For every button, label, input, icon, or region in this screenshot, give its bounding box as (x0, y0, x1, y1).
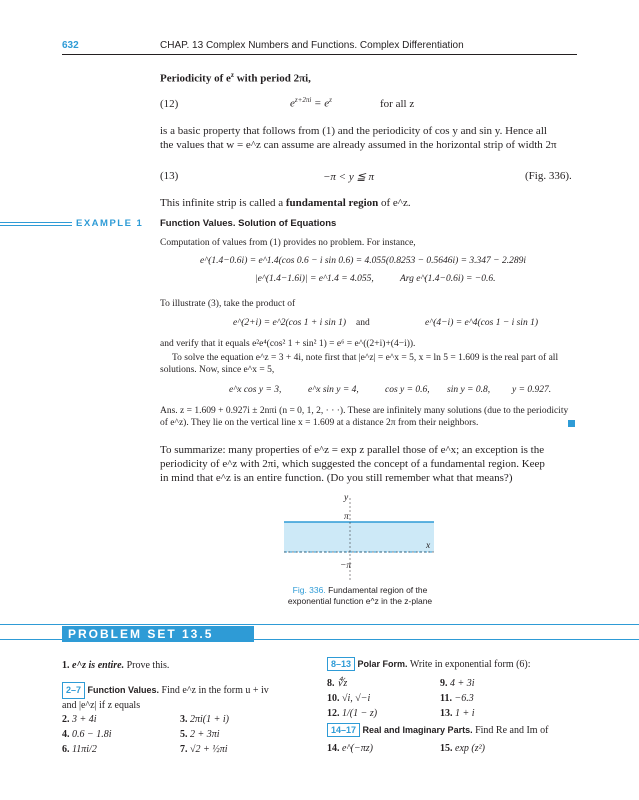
header-rule (62, 54, 577, 55)
problem-6: 6. 11πi/2 (62, 744, 97, 755)
problems-mid-column (180, 712, 229, 757)
example-illustrate: To illustrate (3), take the product of (160, 299, 296, 309)
example-label: EXAMPLE 1 (76, 218, 144, 229)
eq12: $e^{z+2\pi i} = e^z$ (290, 96, 332, 110)
fundamental-strip (284, 522, 434, 552)
figure-x-label: x (426, 541, 431, 551)
problems-right-column-1 (327, 676, 587, 721)
problems-14-17-intro: 14–17 Real and Imaginary Parts. Find Re and Im of (327, 723, 548, 737)
example-and: and (356, 318, 370, 328)
problem-5: 5. 2 + 3πi (180, 729, 220, 740)
example-eq-2: e^x sin y = 4, (308, 385, 359, 395)
problem-row-12-13: 12. 1/(1 − z) 13. 1 + i (327, 708, 475, 719)
figure-336 (280, 490, 440, 585)
example-eq-3: cos y = 0.6, (385, 385, 430, 395)
paragraph-2: This infinite strip is called a fundamental region of e^z. (160, 197, 411, 209)
example-calc-2b: Arg e^(1.4−0.6i) = −0.6. (400, 274, 496, 284)
problem-set-title: PROBLEM SET 13.5 (62, 626, 254, 642)
example-verify: and verify that it equals e²e⁴(cos² 1 + sin² 1) = e⁶ = e^((2+i)+(4−i)). (160, 339, 416, 349)
figure-neg-pi-label: −π (340, 561, 352, 571)
summary-paragraph: To summarize: many properties of e^z = exp z parallel those of e^x; an exception is the periodicity of e^z with 2πi, which suggested the concept of a fundamental region. Keep in mind that e^z is an entire function. (Do you still remember what that means?) (160, 444, 545, 484)
page-number: 632 (62, 40, 79, 51)
example-rule (0, 222, 72, 226)
eq13-number: (13) (160, 170, 179, 182)
example-intro: Computation of values from (1) provides no problem. For instance, (160, 238, 416, 248)
problems-2-7-intro: 2–7 Function Values. Find e^z in the form u + iv and |e^z| if z equals (62, 682, 302, 712)
problem-row-14-15: 14. e^(−πz) 15. exp (z²) (327, 743, 485, 754)
example-solve-1: To solve the equation e^z = 3 + 4i, note first that |e^z| = e^x = 5, x = ln 5 = 1.609 is the real part of all (172, 353, 559, 363)
problem-row-10-11: 10. √i, √−i 11. −6.3 (327, 693, 474, 704)
problem-1: 1. e^z is entire. Prove this. (62, 660, 170, 671)
example-calc-2a: |e^(1.4−1.6i)| = e^1.4 = 4.055, (255, 274, 374, 284)
problem-7: 7. √2 + ½πi (180, 744, 228, 755)
example-eq-5: y = 0.927. (512, 385, 552, 395)
eq12-condition: for all z (380, 98, 415, 110)
eq12-number: (12) (160, 98, 179, 110)
problem-4: 4. 0.6 − 1.8i (62, 729, 112, 740)
example-calc-1: e^(1.4−0.6i) = e^1.4(cos 0.6 − i sin 0.6) = 4.055(0.8253 − 0.5646i) = 3.347 − 2.289i (200, 256, 526, 266)
figure-caption: Fig. 336. Fundamental region of the exponential function e^z in the z-plane (287, 585, 433, 606)
example-answer-2: of e^z). They lie on the vertical line x = 1.609 at a distance 2π from their neighbors. (160, 418, 479, 428)
example-title: Function Values. Solution of Equations (160, 218, 337, 229)
end-of-example-marker (568, 420, 575, 427)
problem-2: 2. 3 + 4i (62, 714, 97, 725)
chapter-title: CHAP. 13 Complex Numbers and Functions. Complex Differentiation (160, 40, 464, 51)
example-product-2: e^(4−i) = e^4(cos 1 − i sin 1) (425, 318, 538, 328)
eq13-ref: (Fig. 336). (525, 170, 572, 182)
section-heading: Periodicity of $e^z$ with period 2πi, (160, 71, 311, 85)
problem-3: 3. 2πi(1 + i) (180, 714, 229, 725)
problems-left-column (62, 712, 112, 757)
figure-pi-label: π (344, 512, 349, 522)
problems-8-13-intro: 8–13 Polar Form. Write in exponential form (6): (327, 657, 531, 671)
eq13: −π < y ≦ π (323, 171, 374, 183)
example-eq-1: e^x cos y = 3, (229, 385, 282, 395)
problem-row-8-9: 8. ∜z 9. 4 + 3i (327, 678, 475, 689)
example-product-1: e^(2+i) = e^2(cos 1 + i sin 1) (233, 318, 346, 328)
example-answer-1: Ans. z = 1.609 + 0.927i ± 2nπi (n = 0, 1, 2, · · ·). These are infinitely many solutions (due to the periodicity (160, 406, 569, 416)
paragraph-1: is a basic property that follows from (1) and the periodicity of cos y and sin y. Hence all the values that w = e^z can assume are already assumed in the horizontal strip of width 2π (160, 125, 557, 151)
example-eq-4: sin y = 0.8, (447, 385, 491, 395)
figure-y-label: y (344, 493, 349, 503)
example-solve-2: solutions. Now, since e^x = 5, (160, 365, 275, 375)
